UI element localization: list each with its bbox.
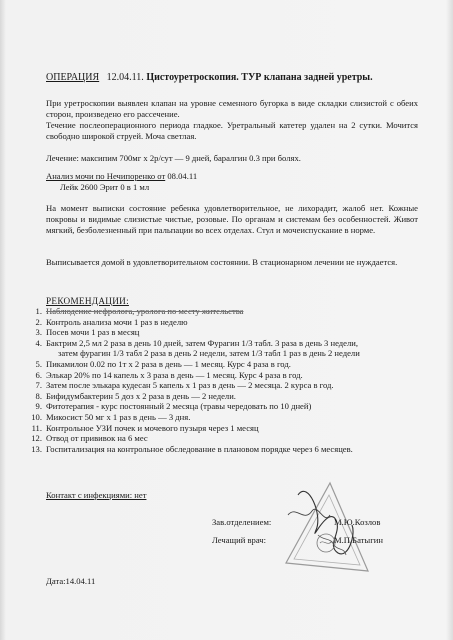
infection-contact: Контакт с инфекциями: нет: [46, 490, 147, 500]
status-paragraph: На момент выписки состояние ребенка удовлетворительное, не лихорадит, жалоб нет. Кожные покровы и видимые слизистые чистые, розовые. По органам и системам без особенностей. Живот мягкий, безболезненный при пальпации во всех отделах. Стул и мочеиспускание в норме.: [46, 203, 418, 235]
analysis-values: Лейк 2600 Эрит 0 в 1 мл: [60, 182, 150, 192]
operation-date: 12.04.11.: [106, 72, 144, 83]
analysis-date: 08.04.11: [165, 171, 198, 181]
analysis-title-line: [46, 171, 197, 182]
document-date: Дата:14.04.11: [46, 576, 96, 586]
analysis-title: Анализ мочи по Нечипоренко от: [46, 171, 166, 181]
recommendation-item: 11. Контрольное УЗИ почек и мочевого пузыря через 1 месяц: [31, 422, 259, 433]
recommendation-item: 12. Отвод от прививок на 6 мес: [31, 433, 148, 444]
recommendation-item-continuation: затем фурагин 1/3 табл 2 раза в день 2 недели, затем 1/3 табл 1 раз в день 2 недели: [58, 348, 360, 359]
recommendation-item: 5. Пикамилон 0.02 по 1т х 2 раза в день — 1 месяц. Курс 4 раза в год.: [35, 358, 291, 369]
recommendation-item: 8. Бифидумбактерин 5 доз х 2 раза в день — 2 недели.: [35, 390, 236, 401]
recommendation-item: 6. Элькар 20% по 14 капель х 3 раза в день — 1 месяц. Курс 4 раза в год.: [35, 369, 303, 380]
operation-title: [46, 72, 373, 83]
postop-paragraph: Течение послеоперационного периода гладкое. Уретральный катетер удален на 2 сутки. Мочится свободно широкой струей. Моча светлая.: [46, 120, 418, 141]
recommendations-header: РЕКОМЕНДАЦИИ:: [46, 296, 129, 306]
recommendation-item: 7. Затем после элькара кудесан 5 капель х 1 раз в день — 2 месяца. 2 курса в год.: [35, 380, 334, 391]
recommendation-item: 2. Контроль анализа мочи 1 раз в неделю: [35, 316, 188, 327]
discharge-paragraph: Выписывается домой в удовлетворительном состоянии. В стационарном лечении не нуждается.: [46, 257, 398, 267]
attending-doctor-label: Лечащий врач:: [212, 535, 267, 545]
recommendation-item: 13. Госпитализация на контрольное обследование в плановом порядке через 6 месяцев.: [31, 443, 353, 454]
operation-name: Цистоуретроскопия. ТУР клапана задней уретры.: [146, 72, 373, 83]
recommendation-item: 10. Микосист 50 мг х 1 раз в день — 3 дня.: [31, 411, 191, 422]
treatment-line: Лечение: максипим 700мг х 2р/сут — 9 дней, баралгин 0.3 при болях.: [46, 153, 301, 163]
uretroscopy-paragraph: При уретроскопии выявлен клапан на уровне семенного бугорка в виде складки слизистой с обеих сторон, произведено его рассечение.: [46, 98, 418, 119]
head-of-department-name: М.Ю.Козлов: [334, 517, 381, 527]
recommendation-item: 9. Фитотерапия - курс постоянный 2 месяца (травы чередовать по 10 дней): [35, 401, 312, 412]
recommendation-item: 3. Посев мочи 1 раз в месяц: [35, 327, 140, 338]
recommendation-item: 4. Бактрим 2,5 мл 2 раза в день 10 дней, затем Фурагин 1/3 табл. 3 раза в день 3 недели,: [35, 337, 359, 348]
head-of-department-label: Зав.отделением:: [212, 517, 272, 527]
attending-doctor-name: М.П.Батыгин: [334, 535, 383, 545]
operation-prefix: ОПЕРАЦИЯ: [46, 72, 100, 83]
recommendations-list: [22, 306, 432, 454]
recommendation-item: 1. Наблюдение нефролога, уролога по месту жительства: [35, 306, 244, 316]
